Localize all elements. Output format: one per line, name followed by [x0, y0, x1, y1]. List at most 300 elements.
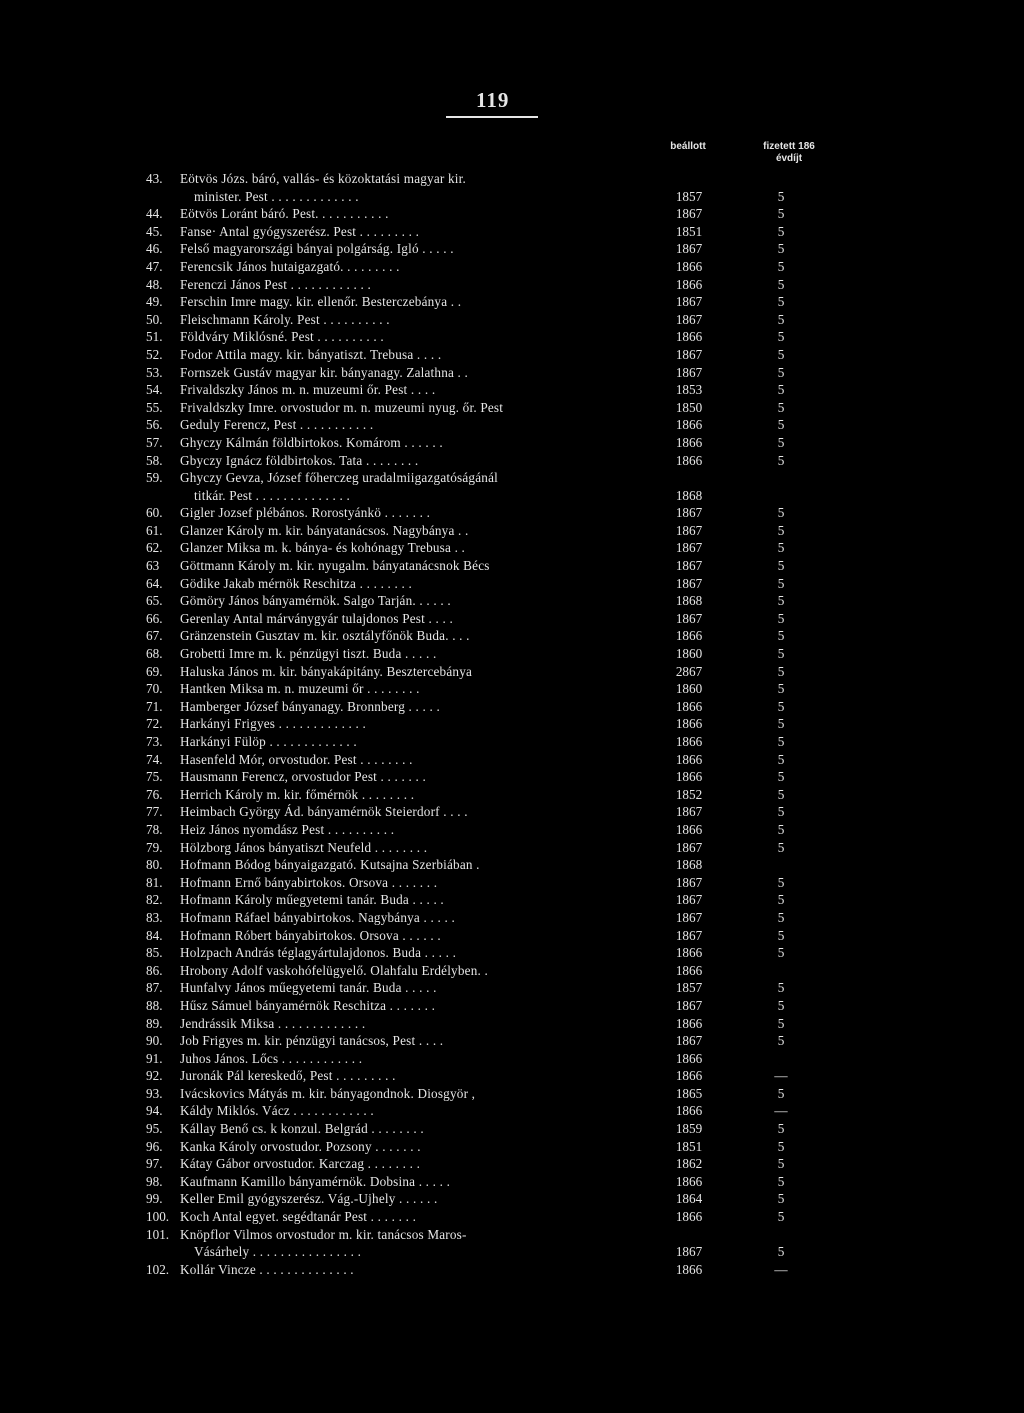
entry-name: Hofmann Bódog bányaigazgató. Kutsajna Szerbiában .	[180, 857, 480, 873]
entry-year: 1850	[675, 399, 703, 415]
entry-year: 1867	[675, 1033, 703, 1049]
entry-year: 1866	[675, 1173, 703, 1189]
entry-number: 85.	[146, 945, 163, 961]
list-item	[146, 1190, 966, 1208]
list-item	[146, 663, 966, 681]
list-item	[146, 487, 966, 505]
entry-year: 1867	[675, 892, 703, 908]
entry-paid: 5	[777, 558, 785, 574]
entry-paid: 5	[777, 751, 785, 767]
entry-name: Knöpflor Vilmos orvostudor m. kir. tanácsos Maros-	[180, 1226, 467, 1242]
list-item	[146, 1226, 966, 1244]
list-item	[146, 346, 966, 364]
entry-number: 64.	[146, 575, 163, 591]
list-item	[146, 223, 966, 241]
list-item	[146, 434, 966, 452]
entry-paid: —	[774, 1103, 788, 1119]
list-item	[146, 575, 966, 593]
list-item	[146, 645, 966, 663]
entry-name: Glanzer Károly m. kir. bányatanácsos. Nagybánya . .	[180, 522, 469, 538]
entry-number: 62.	[146, 540, 163, 556]
list-item	[146, 399, 966, 417]
entry-name: Herrich Károly m. kir. főmérnök . . . . . . . .	[180, 786, 415, 802]
entry-number: 76.	[146, 786, 163, 802]
entry-year: 1868	[675, 593, 703, 609]
entry-paid: 5	[777, 382, 785, 398]
list-item	[146, 170, 966, 188]
list-item	[146, 557, 966, 575]
entry-paid: 5	[777, 1033, 785, 1049]
list-item	[146, 1208, 966, 1226]
list-item	[146, 733, 966, 751]
entry-number: 71.	[146, 698, 163, 714]
entry-number: 101.	[146, 1226, 170, 1242]
list-item	[146, 1032, 966, 1050]
entry-paid: 5	[777, 452, 785, 468]
entry-number: 53.	[146, 364, 163, 380]
entry-year: 1852	[675, 786, 703, 802]
list-item	[146, 891, 966, 909]
entry-name: Ghyczy Kálmán földbirtokos. Komárom . . . . . .	[180, 434, 443, 450]
entry-name: Káldy Miklós. Vácz . . . . . . . . . . . .	[180, 1103, 374, 1119]
entry-year: 1867	[675, 997, 703, 1013]
entry-year: 2867	[675, 663, 703, 679]
entry-number: 56.	[146, 417, 163, 433]
list-item	[146, 522, 966, 540]
entry-number: 90.	[146, 1033, 163, 1049]
entry-number: 70.	[146, 681, 163, 697]
entry-paid: 5	[777, 804, 785, 820]
entry-year: 1866	[675, 769, 703, 785]
entry-name: Keller Emil gyógyszerész. Vág.-Ujhely . . . . . .	[180, 1191, 438, 1207]
entry-paid: 5	[777, 681, 785, 697]
entry-year: 1867	[675, 909, 703, 925]
entry-name: Grobetti Imre m. k. pénzügyi tiszt. Buda . . . . .	[180, 646, 437, 662]
entry-paid: 5	[777, 1085, 785, 1101]
entry-number: 75.	[146, 769, 163, 785]
entry-year: 1868	[675, 857, 703, 873]
entry-number: 92.	[146, 1068, 163, 1084]
entry-paid: 5	[777, 892, 785, 908]
entry-paid: 5	[777, 346, 785, 362]
entry-year: 1851	[675, 1138, 703, 1154]
entry-name: Ferencsik János hutaigazgató. . . . . . . . .	[180, 258, 400, 274]
entry-name: Juhos János. Lőcs . . . . . . . . . . . .	[180, 1050, 363, 1066]
list-item	[146, 627, 966, 645]
entry-name: Eötvös Loránt báró. Pest. . . . . . . . . . .	[180, 206, 389, 222]
list-item	[146, 944, 966, 962]
entry-number: 83.	[146, 909, 163, 925]
entry-name: Fleischmann Károly. Pest . . . . . . . . . .	[180, 311, 390, 327]
entry-year: 1867	[675, 804, 703, 820]
entry-paid: 5	[777, 698, 785, 714]
entry-name: Hausmann Ferencz, orvostudor Pest . . . . . . .	[180, 769, 427, 785]
entry-paid: 5	[777, 399, 785, 415]
entry-number: 78.	[146, 821, 163, 837]
entry-paid: 5	[777, 997, 785, 1013]
entry-name: Hofmann Ernő bányabirtokos. Orsova . . . . . . .	[180, 874, 438, 890]
entry-year: 1866	[675, 734, 703, 749]
entry-paid: 5	[777, 927, 785, 943]
entry-paid: 5	[777, 1121, 785, 1137]
entry-paid: 5	[777, 575, 785, 591]
entry-paid: 5	[777, 663, 785, 679]
entry-name: Heimbach György Ád. bányamérnök Steierdorf . . . .	[180, 804, 468, 820]
entry-year: 1862	[675, 1156, 703, 1172]
entry-year: 1859	[675, 1121, 703, 1137]
entry-name: Fanse· Antal gyógyszerész. Pest . . . . . . . . .	[180, 223, 420, 239]
entry-number: 96.	[146, 1138, 163, 1154]
entry-paid: 5	[777, 593, 785, 609]
entry-paid: 5	[777, 241, 785, 257]
entry-paid: 5	[777, 417, 785, 433]
entry-paid: 5	[777, 1244, 785, 1260]
list-item	[146, 1138, 966, 1156]
entry-name: Eötvös Józs. báró, vallás- és közoktatási magyar kir.	[180, 171, 467, 186]
entry-year: 1866	[675, 716, 703, 732]
entry-name: Földváry Miklósné. Pest . . . . . . . . . .	[180, 329, 384, 345]
entry-name: Ferenczi János Pest . . . . . . . . . . . .	[180, 276, 372, 292]
list-item	[146, 751, 966, 769]
entry-name: titkár. Pest . . . . . . . . . . . . . .	[194, 487, 350, 503]
entry-year: 1853	[675, 382, 703, 398]
entry-paid: 5	[777, 364, 785, 380]
entry-paid: 5	[777, 716, 785, 732]
entry-year: 1867	[675, 522, 703, 538]
entry-name: Gömöry János bányamérnök. Salgo Tarján. . . . . .	[180, 593, 451, 609]
entry-year: 1866	[675, 821, 703, 837]
list-item	[146, 311, 966, 329]
entry-paid: 5	[777, 258, 785, 274]
entry-number: 51.	[146, 329, 163, 345]
list-item	[146, 610, 966, 628]
entry-name: Hantken Miksa m. n. muzeumi őr . . . . . . . .	[180, 681, 420, 697]
entry-paid: —	[774, 1068, 788, 1084]
entry-number: 59.	[146, 470, 163, 486]
entry-number: 80.	[146, 857, 163, 873]
entry-year: 1866	[675, 329, 703, 345]
entry-paid: 5	[777, 434, 785, 450]
entry-year: 1864	[675, 1191, 703, 1207]
entry-name: Hofmann Róbert bányabirtokos. Orsova . . . . . .	[180, 927, 441, 943]
entry-number: 74.	[146, 751, 163, 767]
entry-year: 1868	[675, 487, 703, 503]
list-item	[146, 698, 966, 716]
list-item	[146, 1120, 966, 1138]
list-item	[146, 452, 966, 470]
entry-number: 89.	[146, 1015, 163, 1031]
entry-number: 48.	[146, 276, 163, 292]
entry-paid: 5	[777, 223, 785, 239]
entry-name: Kátay Gábor orvostudor. Karczag . . . . . . . .	[180, 1156, 421, 1172]
entry-name: Kollár Vincze . . . . . . . . . . . . . .	[180, 1261, 354, 1277]
entry-number: 61.	[146, 522, 163, 538]
entry-number: 57.	[146, 434, 163, 450]
entry-paid: 5	[777, 1156, 785, 1172]
entry-paid: 5	[777, 1191, 785, 1207]
entry-name: Ghyczy Gevza, József főherczeg uradalmiigazgatóságánál	[180, 470, 498, 486]
list-item	[146, 803, 966, 821]
entry-year: 1867	[675, 311, 703, 327]
entry-number: 87.	[146, 980, 163, 996]
entry-year: 1866	[675, 751, 703, 767]
list-item	[146, 1085, 966, 1103]
entry-year: 1867	[675, 505, 703, 521]
entry-paid: 5	[777, 206, 785, 222]
entry-year: 1867	[675, 206, 703, 222]
entry-paid: 5	[777, 821, 785, 837]
list-item	[146, 1155, 966, 1173]
entry-paid: 5	[777, 522, 785, 538]
entry-name: Vásárhely . . . . . . . . . . . . . . . .	[194, 1244, 362, 1260]
entry-paid: 5	[777, 188, 785, 204]
entry-year: 1857	[675, 980, 703, 996]
entry-year: 1866	[675, 1209, 703, 1225]
entry-paid: 5	[777, 628, 785, 644]
entry-paid: 5	[777, 540, 785, 556]
entry-year: 1866	[675, 698, 703, 714]
entry-name: Kanka Károly orvostudor. Pozsony . . . . . . .	[180, 1138, 421, 1154]
entry-year: 1867	[675, 558, 703, 574]
entry-name: Fornszek Gustáv magyar kir. bányanagy. Zalathna . .	[180, 364, 469, 380]
list-item	[146, 240, 966, 258]
entry-name: Hasenfeld Mór, orvostudor. Pest . . . . . . . .	[180, 751, 413, 767]
entry-number: 66.	[146, 610, 163, 626]
entry-name: Felső magyarországi bányai polgárság. Igló . . . . .	[180, 241, 454, 257]
entry-year: 1860	[675, 646, 703, 662]
list-item	[146, 1102, 966, 1120]
entry-number: 47.	[146, 258, 163, 274]
entry-year: 1867	[675, 294, 703, 310]
entry-number: 94.	[146, 1103, 163, 1119]
entry-paid: 5	[777, 786, 785, 802]
entry-name: Harkányi Frigyes . . . . . . . . . . . . .	[180, 716, 367, 732]
entry-year: 1867	[675, 839, 703, 855]
list-item	[146, 1067, 966, 1085]
entry-name: Gigler Jozsef plébános. Rorostyánkö . . . . . . .	[180, 505, 431, 521]
entry-name: Ivácskovics Mátyás m. kir. bányagondnok. Diosgyör ,	[180, 1085, 476, 1101]
list-item	[146, 962, 966, 980]
entry-number: 49.	[146, 294, 163, 310]
list-item	[146, 909, 966, 927]
entry-year: 1867	[675, 364, 703, 380]
entry-paid: 5	[777, 1209, 785, 1225]
list-item	[146, 1173, 966, 1191]
entry-number: 63	[146, 558, 160, 574]
entry-year: 1867	[675, 874, 703, 890]
entry-number: 68.	[146, 646, 163, 662]
entry-name: Hölzborg János bányatiszt Neufeld . . . . . . . .	[180, 839, 428, 855]
entry-name: Juronák Pál kereskedő, Pest . . . . . . . . .	[180, 1068, 396, 1084]
entry-paid: 5	[777, 1015, 785, 1031]
list-item	[146, 276, 966, 294]
entry-paid: 5	[777, 734, 785, 749]
entry-name: Hofmann Károly műegyetemi tanár. Buda . . . . .	[180, 892, 444, 908]
entry-year: 1866	[675, 1015, 703, 1031]
list-item	[146, 997, 966, 1015]
entry-name: Gbyczy Ignácz földbirtokos. Tata . . . . . . . .	[180, 452, 419, 468]
entry-number: 65.	[146, 593, 163, 609]
entry-year: 1866	[675, 434, 703, 450]
list-item	[146, 364, 966, 382]
entry-name: Hűsz Sámuel bányamérnök Reschitza . . . . . . .	[180, 997, 436, 1013]
entry-year: 1857	[675, 188, 703, 204]
entry-paid: 5	[777, 311, 785, 327]
entry-name: Kaufmann Kamillo bányamérnök. Dobsina . . . . .	[180, 1173, 451, 1189]
entry-year: 1866	[675, 258, 703, 274]
entry-name: Gränzenstein Gusztav m. kir. osztályfőnök Buda. . . .	[180, 628, 470, 644]
entry-name: Göttmann Károly m. kir. nyugalm. bányatanácsnok Bécs	[180, 558, 490, 574]
entry-year: 1866	[675, 1050, 703, 1066]
entry-year: 1867	[675, 241, 703, 257]
entry-paid: 5	[777, 980, 785, 996]
entry-paid: 5	[777, 839, 785, 855]
entry-paid: 5	[777, 329, 785, 345]
list-item	[146, 188, 966, 206]
entry-paid: 5	[777, 505, 785, 521]
entry-name: Haluska János m. kir. bányakápitány. Besztercebánya	[180, 663, 473, 679]
entry-number: 67.	[146, 628, 163, 644]
list-item	[146, 504, 966, 522]
entry-number: 84.	[146, 927, 163, 943]
list-item	[146, 539, 966, 557]
entry-paid: 5	[777, 646, 785, 662]
entry-paid: 5	[777, 1173, 785, 1189]
list-item	[146, 874, 966, 892]
list-item	[146, 258, 966, 276]
entry-number: 43.	[146, 171, 163, 186]
list-item	[146, 293, 966, 311]
entry-name: Hrobony Adolf vaskohófelügyelő. Olahfalu Erdélyben. .	[180, 962, 488, 978]
entry-name: Geduly Ferencz, Pest . . . . . . . . . . .	[180, 417, 374, 433]
entry-paid: 5	[777, 610, 785, 626]
entry-name: Gödike Jakab mérnök Reschitza . . . . . . . .	[180, 575, 413, 591]
entry-number: 97.	[146, 1156, 163, 1172]
list-item	[146, 839, 966, 857]
entry-number: 88.	[146, 997, 163, 1013]
entry-name: Frivaldszky János m. n. muzeumi őr. Pest . . . .	[180, 382, 436, 398]
entry-name: Koch Antal egyet. segédtanár Pest . . . . . . .	[180, 1209, 417, 1225]
entry-name: Heiz János nyomdász Pest . . . . . . . . . .	[180, 821, 395, 837]
list-item	[146, 1261, 966, 1279]
entry-number: 81.	[146, 874, 163, 890]
entry-number: 54.	[146, 382, 163, 398]
entry-paid: 5	[777, 1138, 785, 1154]
list-item	[146, 205, 966, 223]
entry-name: Fodor Attila magy. kir. bányatiszt. Trebusa . . . .	[180, 346, 442, 362]
list-item	[146, 469, 966, 487]
list-item	[146, 786, 966, 804]
entry-number: 73.	[146, 734, 163, 749]
entry-paid: 5	[777, 909, 785, 925]
list-item	[146, 328, 966, 346]
entry-number: 98.	[146, 1173, 163, 1189]
entry-name: Kállay Benő cs. k konzul. Belgrád . . . . . . . .	[180, 1121, 424, 1137]
entry-year: 1866	[675, 417, 703, 433]
entry-name: Frivaldszky Imre. orvostudor m. n. muzeumi nyug. őr. Pest	[180, 399, 504, 415]
list-item	[146, 821, 966, 839]
list-item	[146, 979, 966, 997]
entry-year: 1867	[675, 927, 703, 943]
entry-year: 1866	[675, 276, 703, 292]
entry-year: 1867	[675, 540, 703, 556]
entry-number: 79.	[146, 839, 163, 855]
entry-number: 86.	[146, 962, 163, 978]
entry-year: 1866	[675, 1261, 703, 1277]
page-number-rule	[446, 116, 538, 118]
list-item	[146, 927, 966, 945]
member-list	[146, 170, 966, 1278]
entry-number: 93.	[146, 1085, 163, 1101]
list-item	[146, 680, 966, 698]
entry-number: 102.	[146, 1261, 170, 1277]
column-header-paid: fizetett 186 évdíjt	[763, 141, 815, 164]
entry-number: 99.	[146, 1191, 163, 1207]
list-item	[146, 856, 966, 874]
entry-year: 1866	[675, 452, 703, 468]
entry-paid: 5	[777, 945, 785, 961]
entry-year: 1860	[675, 681, 703, 697]
entry-number: 52.	[146, 346, 163, 362]
entry-number: 100.	[146, 1209, 170, 1225]
list-item	[146, 1243, 966, 1261]
list-item	[146, 416, 966, 434]
entry-paid: 5	[777, 294, 785, 310]
entry-number: 69.	[146, 663, 163, 679]
entry-name: Harkányi Fülöp . . . . . . . . . . . . .	[180, 734, 357, 749]
entry-name: minister. Pest . . . . . . . . . . . . .	[194, 188, 359, 204]
entry-year: 1867	[675, 610, 703, 626]
entry-number: 72.	[146, 716, 163, 732]
entry-name: Gerenlay Antal márványgyár tulajdonos Pest . . . .	[180, 610, 453, 626]
entry-paid: —	[774, 1261, 788, 1277]
entry-year: 1866	[675, 1068, 703, 1084]
entry-number: 55.	[146, 399, 163, 415]
entry-year: 1865	[675, 1085, 703, 1101]
entry-number: 46.	[146, 241, 163, 257]
entry-number: 60.	[146, 505, 163, 521]
entry-number: 82.	[146, 892, 163, 908]
entry-number: 50.	[146, 311, 163, 327]
list-item	[146, 768, 966, 786]
entry-year: 1867	[675, 575, 703, 591]
entry-number: 44.	[146, 206, 163, 222]
entry-name: Holzpach András téglagyártulajdonos. Buda . . . . .	[180, 945, 457, 961]
list-item	[146, 715, 966, 733]
entry-year: 1866	[675, 962, 703, 978]
entry-name: Hofmann Ráfael bányabirtokos. Nagybánya . . . . .	[180, 909, 455, 925]
list-item	[146, 381, 966, 399]
entry-year: 1866	[675, 1103, 703, 1119]
entry-paid: 5	[777, 874, 785, 890]
entry-name: Jendrássik Miksa . . . . . . . . . . . . .	[180, 1015, 366, 1031]
entry-year: 1866	[675, 945, 703, 961]
entry-name: Ferschin Imre magy. kir. ellenőr. Besterczebánya . .	[180, 294, 462, 310]
entry-year: 1867	[675, 346, 703, 362]
entry-name: Glanzer Miksa m. k. bánya- és kohónagy Trebusa . .	[180, 540, 466, 556]
page-number: 119	[476, 88, 510, 112]
list-item	[146, 1050, 966, 1068]
column-header-joined: beállott	[670, 141, 706, 152]
entry-year: 1851	[675, 223, 703, 239]
entry-number: 91.	[146, 1050, 163, 1066]
entry-name: Job Frigyes m. kir. pénzügyi tanácsos, Pest . . . .	[180, 1033, 444, 1049]
entry-name: Hunfalvy János műegyetemi tanár. Buda . . . . .	[180, 980, 437, 996]
entry-paid: 5	[777, 276, 785, 292]
entry-year: 1867	[675, 1244, 703, 1260]
entry-paid: 5	[777, 769, 785, 785]
entry-number: 77.	[146, 804, 163, 820]
